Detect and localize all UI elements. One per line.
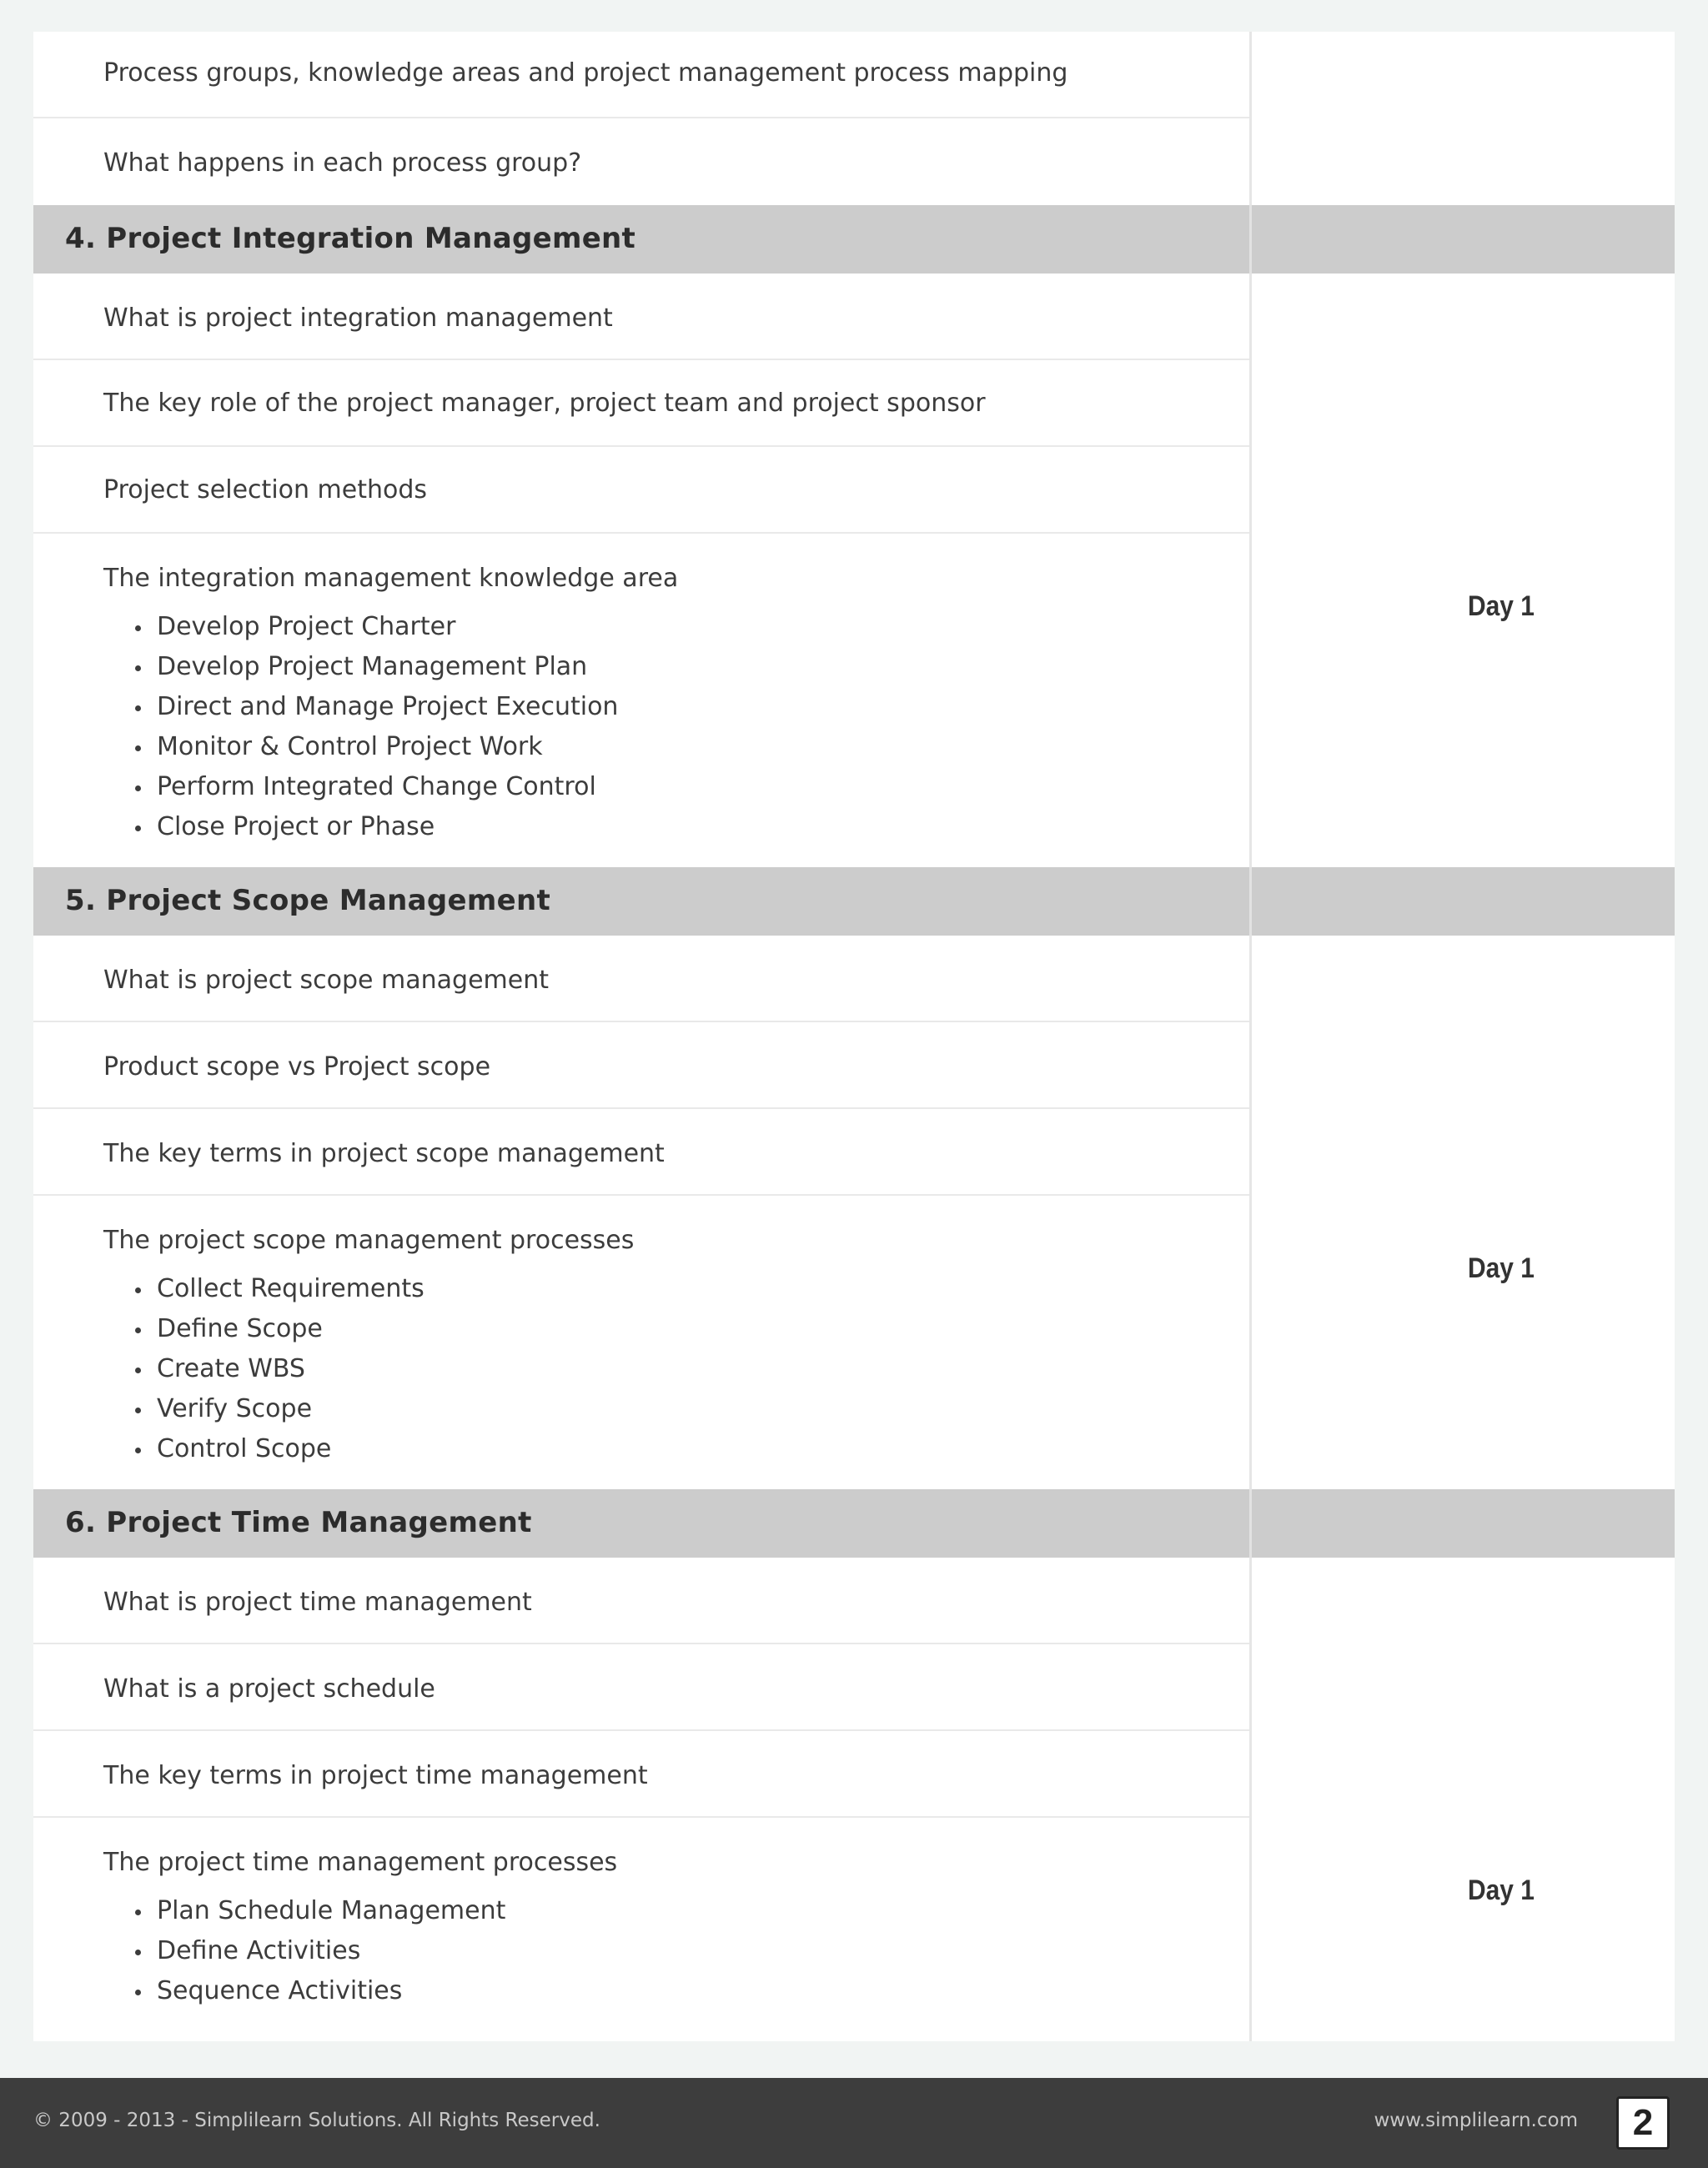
website-link[interactable]: www.simplilearn.com bbox=[1374, 2110, 1578, 2131]
row-text: What happens in each process group? bbox=[103, 148, 582, 178]
row-text: What is project integration management bbox=[103, 304, 613, 333]
row-text: What is project time management bbox=[103, 1588, 532, 1617]
list-item: Monitor & Control Project Work bbox=[103, 727, 618, 767]
header-divider bbox=[1249, 205, 1252, 274]
list-item: Control Scope bbox=[103, 1429, 424, 1469]
row-text: The key role of the project manager, project team and project sponsor bbox=[103, 389, 986, 418]
row-text: What is project scope management bbox=[103, 966, 549, 995]
list-item: Collect Requirements bbox=[103, 1269, 424, 1309]
list-item: Sequence Activities bbox=[103, 1971, 505, 2011]
list-item: Perform Integrated Change Control bbox=[103, 767, 618, 807]
row-text: Process groups, knowledge areas and project management process mapping bbox=[103, 58, 1068, 88]
bullet-list bbox=[103, 1269, 424, 1469]
table-row bbox=[33, 534, 1249, 899]
table-row bbox=[33, 447, 1249, 534]
section-header bbox=[33, 867, 1675, 936]
table-row bbox=[33, 1731, 1249, 1818]
day-label: Day 1 bbox=[1468, 590, 1535, 622]
list-item: Develop Project Management Plan bbox=[103, 647, 618, 687]
copyright-text: © 2009 - 2013 - Simplilearn Solutions. All Rights Reserved. bbox=[33, 2110, 600, 2131]
section-heading: 4. Project Integration Management bbox=[65, 222, 636, 255]
list-title: The integration management knowledge area bbox=[103, 564, 679, 593]
table-row bbox=[33, 1818, 1249, 2041]
list-item: Create WBS bbox=[103, 1349, 424, 1389]
table-row bbox=[33, 360, 1249, 447]
header-divider bbox=[1249, 867, 1252, 936]
table-row bbox=[33, 32, 1249, 118]
list-item: Define Scope bbox=[103, 1309, 424, 1349]
section-heading: 5. Project Scope Management bbox=[65, 884, 551, 917]
header-divider bbox=[1249, 1489, 1252, 1558]
column-divider bbox=[1249, 32, 1252, 2041]
bullet-list bbox=[103, 1891, 505, 2011]
table-row bbox=[33, 936, 1249, 1022]
page-footer bbox=[0, 2078, 1708, 2168]
list-item: Verify Scope bbox=[103, 1389, 424, 1429]
list-title: The project scope management processes bbox=[103, 1226, 635, 1255]
table-row bbox=[33, 1644, 1249, 1731]
list-item: Direct and Manage Project Execution bbox=[103, 687, 618, 727]
table-row bbox=[33, 1022, 1249, 1109]
page-number: 2 bbox=[1616, 2096, 1670, 2150]
syllabus-page bbox=[33, 32, 1675, 2041]
table-row bbox=[33, 1558, 1249, 1644]
bullet-list bbox=[103, 607, 618, 847]
row-text: Project selection methods bbox=[103, 475, 428, 504]
list-item: Develop Project Charter bbox=[103, 607, 618, 647]
list-item: Close Project or Phase bbox=[103, 807, 618, 847]
section-header bbox=[33, 1489, 1675, 1558]
list-item: Plan Schedule Management bbox=[103, 1891, 505, 1931]
table-row bbox=[33, 274, 1249, 360]
table-row bbox=[33, 1196, 1249, 1488]
row-text: The key terms in project scope management bbox=[103, 1139, 665, 1168]
table-row bbox=[33, 118, 1249, 205]
row-text: What is a project schedule bbox=[103, 1674, 435, 1704]
day-label: Day 1 bbox=[1468, 1874, 1535, 1906]
row-text: The key terms in project time management bbox=[103, 1761, 648, 1790]
table-row bbox=[33, 1109, 1249, 1196]
section-heading: 6. Project Time Management bbox=[65, 1506, 532, 1539]
section-header bbox=[33, 205, 1675, 274]
list-title: The project time management processes bbox=[103, 1848, 618, 1877]
day-label: Day 1 bbox=[1468, 1252, 1535, 1284]
list-item: Define Activities bbox=[103, 1931, 505, 1971]
row-text: Product scope vs Project scope bbox=[103, 1052, 491, 1081]
